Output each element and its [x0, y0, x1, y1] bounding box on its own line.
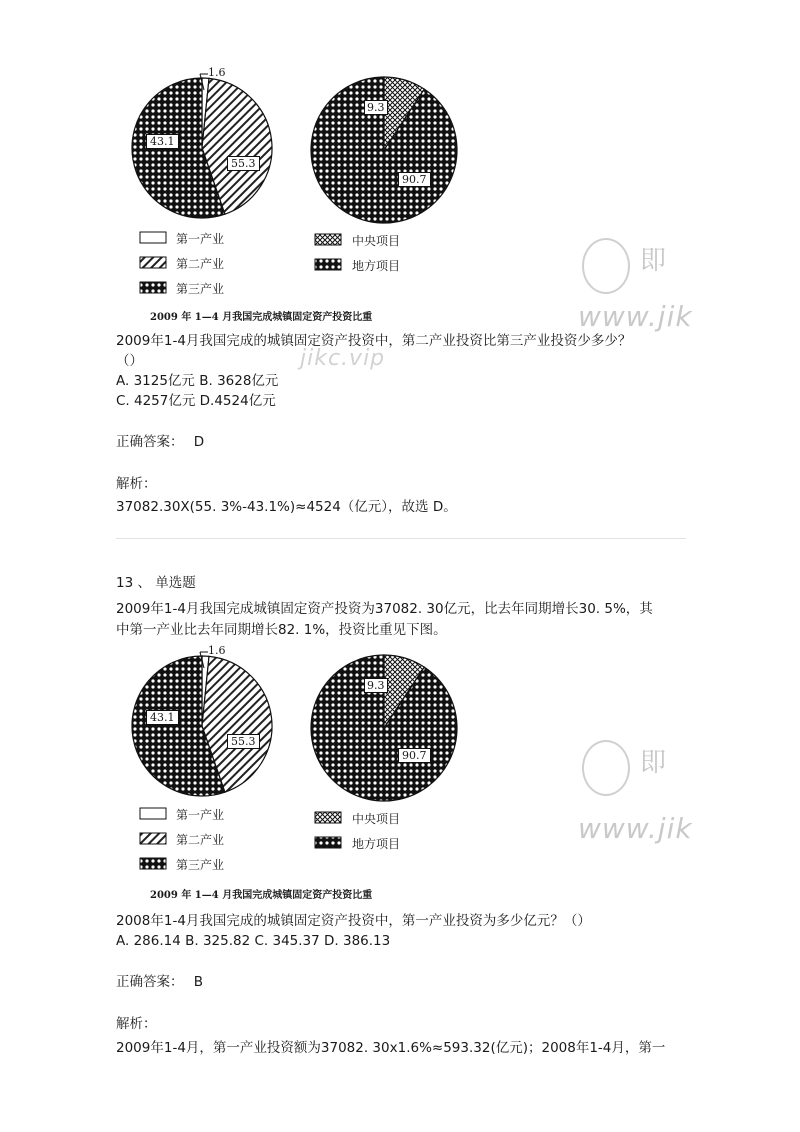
watermark-url: www.jik	[578, 300, 693, 333]
q13-stem-2: 中第一产业比去年同期增长82. 1%，投资比重见下图。	[116, 622, 447, 638]
legend-label-central: 中央项目	[352, 234, 401, 248]
legend-swatch-central	[315, 234, 341, 245]
legend-label-primary: 第一产业	[176, 808, 225, 822]
q12-question: 2009年1-4月我国完成的城镇固定资产投资中，第二产业投资比第三产业投资少多少？	[116, 333, 632, 349]
q13-analysis: 2009年1-4月，第一产业投资额为37082. 30x1.6%≈593.32(亿元)；2008年1-4月，第一	[116, 1040, 666, 1056]
pie-slice-local	[311, 655, 457, 801]
pie-label-central: 9.3	[364, 678, 388, 693]
legend-label-primary: 第一产业	[176, 232, 225, 246]
q12-analysis: 37082.30X(55. 3%-43.1%)≈4524（亿元），故选 D。	[116, 499, 457, 515]
legend-swatch-central	[315, 812, 341, 823]
panda-logo-icon	[582, 740, 630, 796]
pie-figure-2	[120, 642, 460, 902]
q13-number: 13 、 单选题	[116, 575, 196, 591]
pie-left	[132, 656, 272, 796]
legend-label-secondary: 第二产业	[176, 257, 225, 271]
q13-analysis-label: 解析：	[116, 1016, 157, 1032]
pie-label-primary: 1.6	[208, 66, 226, 79]
pie-right	[311, 77, 457, 223]
watermark-cn: 即	[640, 246, 667, 276]
legend-swatch-tertiary	[140, 282, 166, 293]
figure-caption: 2009 年 1—4 月我国完成城镇固定资产投资比重	[150, 312, 373, 323]
legend-label-local: 地方项目	[352, 837, 401, 851]
figure-caption: 2009 年 1—4 月我国完成城镇固定资产投资比重	[150, 890, 373, 901]
pie-charts-svg	[120, 642, 460, 902]
q12-options-ab: A. 3125亿元 B. 3628亿元	[116, 373, 279, 389]
legend-label-local: 地方项目	[352, 259, 401, 273]
section-divider	[116, 538, 686, 539]
legend-label-secondary: 第二产业	[176, 833, 225, 847]
q13-answer	[116, 972, 203, 992]
pie-label-local: 90.7	[398, 172, 431, 187]
legend-swatch-local	[315, 837, 341, 848]
legend-label-tertiary: 第三产业	[176, 858, 225, 872]
q12-question-paren: （）	[116, 353, 143, 369]
legend-swatch-tertiary	[140, 858, 166, 869]
watermark-url-mid: jikc.vip	[300, 346, 386, 371]
q13-question: 2008年1-4月我国完成的城镇固定资产投资中，第一产业投资为多少亿元？（）	[116, 913, 591, 929]
pie-label-tertiary: 55.3	[227, 156, 260, 171]
pie-label-central: 9.3	[364, 100, 388, 115]
pie-label-secondary: 43.1	[146, 710, 179, 725]
pie-label-primary: 1.6	[208, 644, 226, 657]
answer-label: 正确答案：	[116, 434, 184, 450]
q12-answer	[116, 432, 204, 452]
answer-value: D	[193, 434, 205, 450]
legend-label-tertiary: 第三产业	[176, 282, 225, 296]
q13-stem-1: 2009年1-4月我国完成城镇固定资产投资为37082. 30亿元，比去年同期增长30. 5%，其	[116, 601, 653, 617]
watermark-url: www.jik	[578, 812, 693, 845]
watermark-cn: 即	[640, 748, 667, 778]
pie-charts-svg	[120, 60, 460, 320]
pie-label-tertiary: 55.3	[227, 734, 260, 749]
q12-options-cd: C. 4257亿元 D.4524亿元	[116, 393, 276, 409]
q13-options: A. 286.14 B. 325.82 C. 345.37 D. 386.13	[116, 933, 391, 949]
q12-analysis-label: 解析：	[116, 476, 157, 492]
answer-value: B	[193, 974, 204, 990]
pie-label-secondary: 43.1	[146, 134, 179, 149]
pie-slice-local	[311, 77, 457, 223]
legend-swatch-local	[315, 259, 341, 270]
pie-label-local: 90.7	[398, 748, 431, 763]
answer-label: 正确答案：	[116, 974, 184, 990]
legend-swatch-primary	[140, 808, 166, 819]
pie-right	[311, 655, 457, 801]
legend-swatch-secondary	[140, 257, 166, 268]
pie-figure-1	[120, 60, 460, 323]
legend-swatch-secondary	[140, 833, 166, 844]
legend-swatch-primary	[140, 232, 166, 243]
legend-label-central: 中央项目	[352, 812, 401, 826]
panda-logo-icon	[582, 238, 630, 294]
